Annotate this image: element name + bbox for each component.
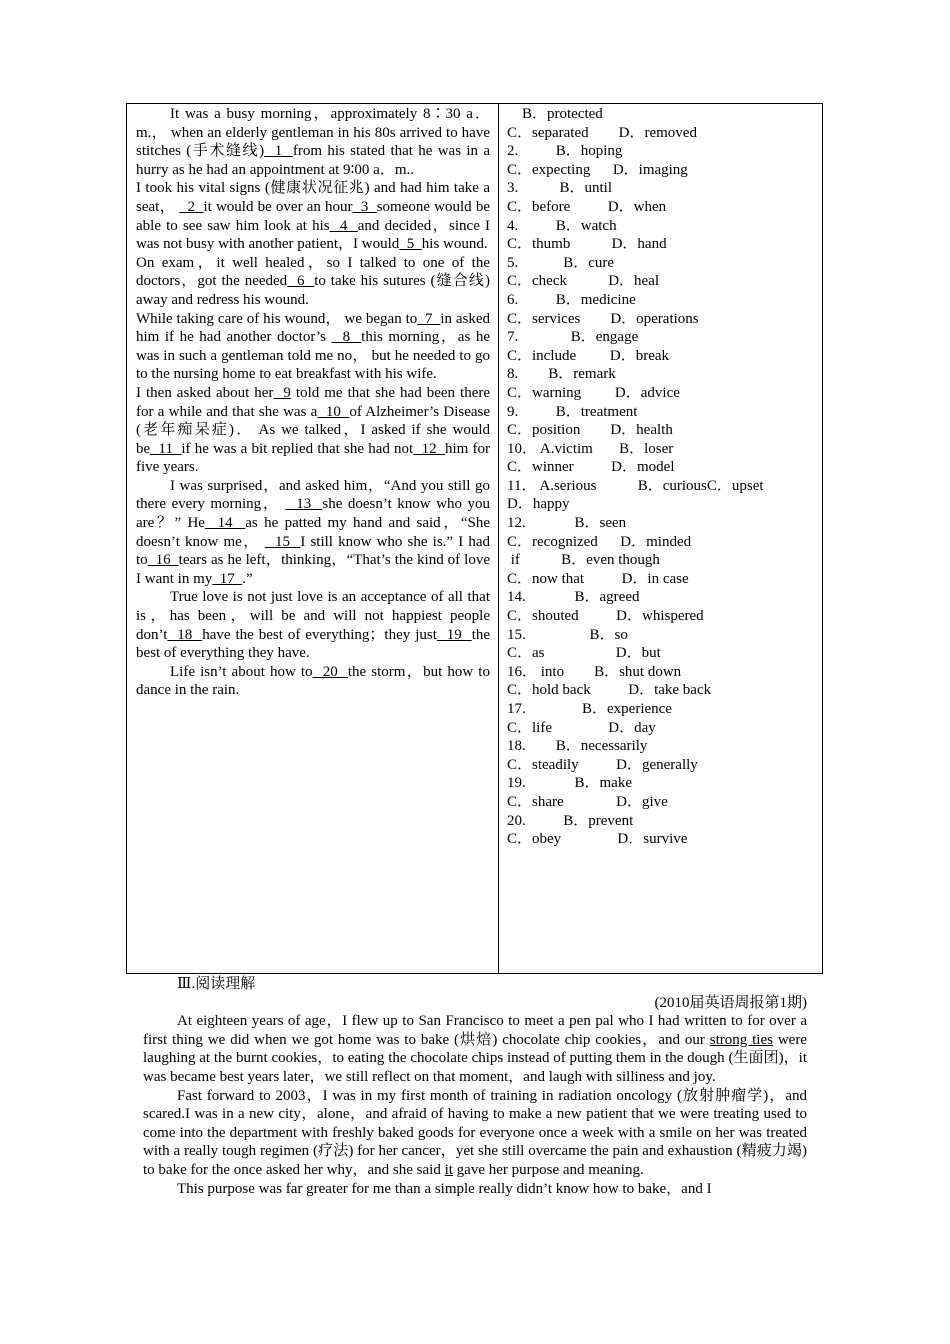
option-line: 10． A.victim B．loser (507, 440, 674, 457)
passage-text: I still know who she is.” I had to (136, 533, 491, 569)
passage-text: tears as he left，thinking，“That’s the kind of love I want in my (136, 552, 490, 587)
reading-paragraph (143, 1012, 807, 1086)
underlined-term: it (444, 1161, 453, 1178)
passage-text: him for five years. (136, 440, 491, 476)
blank-number: 1 (264, 143, 293, 160)
blank-number: 6 (287, 273, 315, 290)
passage-text: It was a busy morning，approximately 8∶30 a． m.， when an elderly gentleman in his 80s arrived to have stitches (手术缝线) (136, 106, 490, 160)
option-line: C．as D．but (507, 645, 661, 662)
blank-number: 17 (212, 570, 243, 587)
blank-number: 7 (417, 310, 441, 327)
blank-number: 10 (317, 403, 350, 420)
passage-text: I was surprised，and asked him，“And you still go there every morning， (136, 477, 490, 513)
passage-text: Life isn’t about how to (170, 663, 313, 680)
passage-text: True love is not just love is an acceptance of all that is，has been，will be and will not happiest people don’t (136, 589, 490, 643)
option-line: C．separated D．removed (507, 124, 697, 141)
option-line: 19. B．make (507, 775, 632, 792)
reading-text: At eighteen years of age，I flew up to San Francisco to meet a pen pal who I had written to for over a first thing we did when we got home was to bake (烘焙) chocolate chip cookies，and our (143, 1013, 807, 1048)
option-line: C．warning D．advice (507, 384, 680, 401)
blank-number: 18 (167, 626, 203, 643)
column-divider (498, 104, 499, 973)
blank-number: 9 (273, 384, 291, 401)
passage-paragraph (136, 105, 490, 179)
blank-number: 11 (150, 440, 182, 457)
underlined-term: strong ties (709, 1031, 773, 1048)
passage-text: I then asked about her (136, 384, 274, 401)
blank-number: 8 (331, 329, 362, 346)
reading-text: were laughing at the burnt cookies，to eating the chocolate chips instead of putting them in the dough (生面团)，it was became best years later，we still reflect on that moment，and laugh with silliness and joy. (143, 1031, 807, 1085)
passage-paragraph (136, 310, 490, 384)
passage-text: I took his vital signs (健康状况征兆) and had him take a seat， (136, 180, 490, 215)
option-line: C．services D．operations (507, 310, 699, 327)
reading-text: Fast forward to 2003，I was in my first month of training in radiation oncology (放射肿瘤学)，and scared.I was in a new city，alone，and afraid of having to make a new patient that we were treating used to come into the department with freshly baked goods for everyone once a week with a smile on her was treated with a really tough regimen (疗法) for her cancer，yet she still overcame the pain and exhaustion (精疲力竭) to bake for the once asked her why，and she said (143, 1087, 807, 1178)
option-line: B．protected (507, 106, 603, 122)
option-line: 16． into B．shut down (507, 663, 682, 680)
blank-number: 4 (329, 217, 358, 234)
option-line: 7. B．engage (507, 329, 639, 346)
option-line: 15. B．so (507, 626, 628, 643)
option-line: C．hold back D．take back (507, 682, 712, 699)
option-line: D．happy (507, 496, 570, 513)
passage-text: his wound. (421, 236, 488, 253)
passage-text: if he was a bit replied that she had not (181, 440, 414, 457)
option-line: C．life D．day (507, 719, 656, 736)
option-line: 14. B．agreed (507, 589, 640, 606)
passage-text: this morning，as he was in such a gentleman told me no， but he needed to go to the nursing home to eat breakfast with his wife. (136, 329, 490, 383)
passage-text: have the best of everything；they just (202, 626, 437, 643)
passage-text: .” (242, 570, 253, 587)
blank-number: 15 (264, 533, 301, 550)
passage-text: she doesn’t know who you are？” He (136, 496, 491, 532)
passage-text: as he patted my hand and said，“She doesn’t know me， (136, 515, 490, 550)
option-line: 18. B．necessarily (507, 738, 648, 755)
option-line: 20. B．prevent (507, 812, 634, 829)
passage-text: of Alzheimer’s Disease (老年痴呆症)． As we talked，I asked if she would be (136, 403, 491, 457)
option-line: if B．even though (507, 552, 660, 569)
passage-text: someone would be able to see saw him look at his (136, 198, 491, 234)
passage-paragraph (136, 477, 490, 589)
option-line: C．recognized D．minded (507, 533, 692, 550)
reading-passage (143, 1012, 807, 1198)
passage-paragraph (136, 588, 490, 662)
option-line: 9. B．treatment (507, 403, 638, 420)
option-line: C．steadily D．generally (507, 756, 698, 773)
passage-text: While taking care of his wound， we began to (136, 310, 418, 327)
option-line: 2. B．hoping (507, 143, 623, 160)
option-line: C．winner D．model (507, 459, 675, 476)
cloze-table (126, 103, 823, 974)
passage-paragraph (136, 384, 490, 477)
blank-number: 2 (179, 198, 204, 215)
passage-text: told me that she had been there for a while and that she was a (136, 384, 491, 420)
option-line: 4. B．watch (507, 217, 617, 234)
option-line: C．include D．break (507, 347, 670, 364)
reading-paragraph (143, 1087, 807, 1180)
passage-paragraph (136, 663, 490, 700)
option-line: C．position D．health (507, 422, 673, 439)
passage-text: the best of everything they have. (136, 626, 491, 662)
blank-number: 14 (204, 515, 246, 532)
option-line: C．obey D．survive (507, 831, 688, 848)
passage-paragraph (136, 254, 490, 310)
passage-text: to take his sutures (缝合线) away and redress his wound. (136, 273, 491, 308)
section-title: Ⅲ.阅读理解 (177, 976, 256, 992)
reading-paragraph (143, 1180, 807, 1199)
passage-text: and decided，since I was not busy with another patient，I would (136, 217, 491, 253)
cloze-passage (136, 105, 490, 700)
option-line: C．check D．heal (507, 273, 660, 290)
option-line: 11． A.serious B．curiousC．upset (507, 477, 764, 494)
option-line: C．thumb D．hand (507, 236, 667, 253)
option-line: 12. B．seen (507, 515, 627, 532)
passage-text: in asked him if he had another doctor’s (136, 310, 491, 346)
option-line: C．share D．give (507, 793, 668, 810)
reading-text: This purpose was far greater for me than a simple really didn’t know how to bake，and I (177, 1180, 712, 1197)
option-line: 8. B．remark (507, 366, 616, 383)
option-line: C．shouted D．whispered (507, 608, 704, 625)
option-line: 5. B．cure (507, 254, 615, 271)
passage-paragraph (136, 179, 490, 253)
blank-number: 16 (147, 552, 179, 569)
blank-number: 3 (352, 198, 377, 215)
option-line: 3. B．until (507, 180, 613, 197)
blank-number: 5 (399, 236, 422, 253)
option-line: 6. B．medicine (507, 291, 636, 308)
blank-number: 13 (285, 496, 323, 513)
passage-text: it would be over an hour (203, 198, 353, 215)
reading-section (143, 975, 807, 1198)
source-note: (2010届英语周报第1期) (654, 994, 807, 1011)
blank-number: 12 (413, 440, 445, 457)
passage-text: On exam，it well healed，so I talked to one of the doctors，got the needed (136, 254, 490, 290)
option-line: C．before D．when (507, 198, 667, 215)
blank-number: 20 (312, 663, 348, 680)
blank-number: 19 (436, 626, 472, 643)
option-line: C．expecting D．imaging (507, 161, 688, 178)
cloze-options (507, 105, 819, 849)
passage-text: the storm，but how to dance in the rain. (136, 663, 490, 699)
option-line: C．now that D．in case (507, 570, 689, 587)
option-line: 17. B．experience (507, 701, 672, 717)
reading-text: gave her purpose and meaning. (452, 1161, 644, 1178)
passage-text: from his stated that he was in a hurry as he had an appointment at 9∶00 a．m.. (136, 143, 490, 178)
